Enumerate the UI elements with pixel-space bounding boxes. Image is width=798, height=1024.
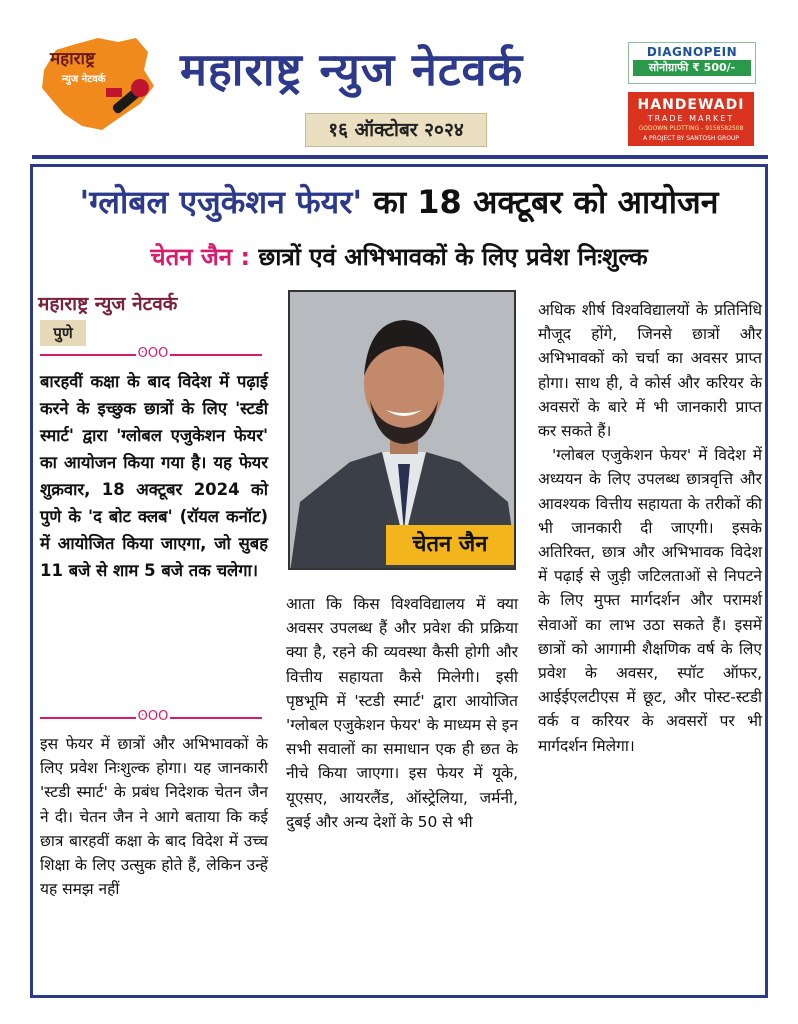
ad-diagnopein-offer: सोनोग्राफी ₹ 500/- [633, 60, 751, 76]
logo-text-line2: न्युज नेटवर्क [62, 74, 106, 85]
column-3-paragraph-2: 'ग्लोबल एजुकेशन फेयर' में विदेश में अध्ययन के लिए उपलब्ध छात्रवृत्ति और आवश्यक वित्तीय सहायता के तरीकों की भी जानकारी दी जाएगी। इसके अतिरिक्त, छात्र और अभिभावक विदेश में पढ़ाई से जुड़ी जटिलताओं से निपटने के लिए मुफ्त मार्गदर्शन और परामर्श सेवाओं का लाभ उठा सकते हैं। इसमें छात्रों को आगामी शैक्षणिक वर्ष के लिए प्रवेश के अवसर, स्पॉट ऑफर, आईईएलटीएस में छूट, और पोस्ट-स्टडी वर्क व करियर के अवसरों पर भी मार्गदर्शन मिलेगा। [538, 446, 762, 755]
headline-event-name: 'ग्लोबल एजुकेशन फेयर' [79, 183, 363, 221]
byline: महाराष्ट्र न्युज नेटवर्क [38, 293, 178, 315]
divider-bottom [40, 709, 262, 724]
dateline: पुणे [40, 320, 86, 346]
headline-rest: का 18 अक्टूबर को आयोजन [362, 183, 719, 221]
ad-handewadi-tagline: A PROJECT BY SANTOSH GROUP [643, 135, 739, 142]
subhead-text: छात्रों एवं अभिभावकों के लिए प्रवेश निःशुल्क [250, 243, 648, 271]
article-lead: बारहवीं कक्षा के बाद विदेश में पढ़ाई करने के इच्छुक छात्रों के लिए 'स्टडी स्मार्ट' द्वारा 'ग्लोबल एजुकेशन फेयर' का आयोजन किया गया है। यह फेयर शुक्रवार, 18 अक्टूबर 2024 को पुणे के 'द बोट क्लब' (रॉयल कनॉट) में आयोजित किया जाएगा, जो सुबह 11 बजे से शाम 5 बजे तक चलेगा। [40, 372, 268, 580]
ad-handewadi-title: HANDEWADI [637, 97, 745, 113]
divider-top [40, 346, 262, 361]
ad-diagnopein-brand: DIAGNOPEIN [646, 45, 738, 59]
ad-handewadi-phone: GODOWN PLOTTING - 9158582508 [638, 125, 744, 132]
article-column-3 [538, 298, 762, 758]
column-1-text: इस फेयर में छात्रों और अभिभावकों के लिए प्रवेश निःशुल्क होगा। यह जानकारी 'स्टडी स्मार्ट' के प्रबंध निदेशक चेतन जैन ने दी। चेतन जैन ने आगे बताया कि कई छात्र बारहवीं कक्षा के बाद विदेश में उच्च शिक्षा के लिए उत्सुक होते हैं, लेकिन उन्हें यह समझ नहीं [40, 735, 268, 899]
article-subheadline [36, 240, 762, 273]
logo-text-line1: महाराष्ट्र [50, 49, 95, 69]
masthead-rule [32, 155, 768, 159]
subhead-speaker: चेतन जैन : [150, 243, 251, 271]
column-3-paragraph-1: अधिक शीर्ष विश्वविद्यालयों के प्रतिनिधि मौजूद होंगे, जिनसे छात्रों और अभिभावकों को चर्चा का अवसर प्राप्त होगा। साथ ही, वे कोर्स और करियर के अवसरों के बारे में भी जानकारी प्राप्त कर सकते हैं। [538, 301, 762, 441]
ad-handewadi-subtitle: TRADE MARKET [647, 114, 735, 123]
article-column-2 [286, 592, 518, 834]
divider-ornament-icon: ʘOO [137, 709, 169, 724]
masthead-title: महाराष्ट्र न्युज नेटवर्क [180, 43, 524, 96]
article-column-1 [40, 732, 268, 901]
ad-diagnopein[interactable] [628, 42, 756, 84]
article-headline [36, 180, 762, 223]
issue-date: १६ ऑक्टोबर २०२४ [305, 113, 487, 147]
divider-ornament-icon: ʘOO [137, 346, 169, 361]
photo-caption: चेतन जैन [386, 525, 514, 565]
masthead-logo [36, 30, 166, 140]
ad-handewadi[interactable] [628, 92, 754, 146]
column-2-text: आता कि किस विश्वविद्यालय में क्या अवसर उपलब्ध हैं और प्रवेश की प्रक्रिया क्या है, रहने की व्यवस्था कैसी होगी और वित्तीय सहायता कैसे मिलेगी। इसी पृष्ठभूमि में 'स्टडी स्मार्ट' द्वारा आयोजित 'ग्लोबल एजुकेशन फेयर' के माध्यम से इन सभी सवालों का समाधान एक ही छत के नीचे किया जाएगा। इस फेयर में यूके, यूएसए, आयरलैंड, ऑस्ट्रेलिया, जर्मनी, दुबई और अन्य देशों के 50 से भी [286, 595, 518, 831]
